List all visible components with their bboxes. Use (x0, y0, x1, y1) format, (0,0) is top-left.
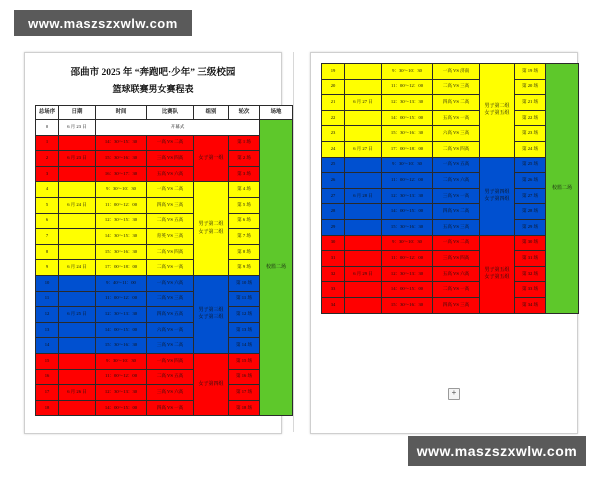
watermark-bottom: www.maszszxwlw.com (408, 436, 586, 466)
cell-时间: 12：30～13：30 (96, 307, 147, 323)
cell-时间: 11：00～12：00 (382, 79, 433, 95)
cell-序号: 16 (36, 369, 59, 385)
cell-组别-merged: 女子第四组 (194, 353, 229, 415)
cell-比赛队: 三高 VS 二高 (147, 338, 194, 354)
cell-轮次: 第 16 场 (229, 369, 260, 385)
table-row[interactable] (36, 120, 293, 136)
cell-时间: 9：30～10：30 (382, 235, 433, 251)
cell-比赛队: 五高 VS 六高 (433, 266, 480, 282)
cell-轮次: 第 10 场 (229, 275, 260, 291)
cell-轮次: 第 5 场 (229, 197, 260, 213)
cell-时间: 11：00～12：00 (382, 251, 433, 267)
table-row[interactable] (322, 188, 579, 204)
cell-轮次: 第 34 场 (515, 297, 546, 313)
cell-时间: 14：30～15：30 (96, 135, 147, 151)
cell-比赛队: 一高 VS 二高 (433, 235, 480, 251)
cell-轮次: 第 33 场 (515, 282, 546, 298)
cell-序号: 10 (36, 275, 59, 291)
cell-日期 (345, 173, 382, 189)
cell-日期: 6 月 28 日 (345, 188, 382, 204)
cell-日期 (345, 235, 382, 251)
cell-轮次: 第 3 场 (229, 166, 260, 182)
cell-时间: 9：30～10：30 (96, 182, 147, 198)
table-row[interactable] (322, 141, 579, 157)
page-separator (293, 52, 294, 432)
cell-比赛队: 六高 VS 三高 (433, 126, 480, 142)
cell-轮次: 第 7 场 (229, 229, 260, 245)
cell-比赛队: 二高 VS 五高 (147, 213, 194, 229)
table-row[interactable] (322, 235, 579, 251)
cell-比赛队: 二高 VS 一高 (147, 260, 194, 276)
cell-轮次: 第 2 场 (229, 151, 260, 167)
cell-时间: 11：00～12：00 (96, 291, 147, 307)
table-row[interactable] (36, 135, 293, 151)
cell-时间: 12：30～13：30 (96, 385, 147, 401)
cell-序号: 24 (322, 141, 345, 157)
cell-序号: 23 (322, 126, 345, 142)
cell-序号: 26 (322, 173, 345, 189)
cell-轮次: 第 4 场 (229, 182, 260, 198)
cell-时间: 9：40～11：00 (96, 275, 147, 291)
document-page-1[interactable] (24, 52, 286, 434)
cell-组别-merged: 男子第四组 女子第四组 (480, 157, 515, 235)
cell-时间: 17：00～18：00 (382, 141, 433, 157)
cell-序号: 27 (322, 188, 345, 204)
table-header-row (36, 106, 293, 120)
table-row[interactable] (322, 266, 579, 282)
watermark-top: www.maszszxwlw.com (14, 10, 192, 36)
cell-时间: 15：30～16：30 (382, 297, 433, 313)
cell-比赛队: 一高 VS 五高 (433, 157, 480, 173)
cell-序号: 4 (36, 182, 59, 198)
cell-组别-merged: 男子第二组 女子第五组 (480, 64, 515, 158)
table-row[interactable] (36, 291, 293, 307)
cell-比赛队: 二高 VS 三高 (147, 291, 194, 307)
table-row[interactable] (322, 251, 579, 267)
cell-轮次: 第 26 场 (515, 173, 546, 189)
cell-轮次: 第 12 场 (229, 307, 260, 323)
column-header: 场地 (260, 106, 293, 120)
cell-比赛队: 一高 VS 四高 (147, 353, 194, 369)
cell-时间: 16：30～17：30 (96, 166, 147, 182)
cell-轮次: 第 14 场 (229, 338, 260, 354)
cell-轮次: 第 28 场 (515, 204, 546, 220)
cell-序号: 6 (36, 213, 59, 229)
table-row[interactable] (322, 157, 579, 173)
cell-轮次: 第 19 场 (515, 64, 546, 80)
cell-日期 (59, 213, 96, 229)
cell-时间: 15：30～16：30 (382, 126, 433, 142)
cell-比赛队: 一高 VS 六高 (147, 275, 194, 291)
cell-日期 (59, 353, 96, 369)
cell-比赛队: 四高 VS 二高 (433, 204, 480, 220)
cell-轮次: 第 8 场 (229, 244, 260, 260)
cell-比赛队: 二高 VS 一高 (433, 282, 480, 298)
cell-比赛队: 二高 VS 四高 (147, 244, 194, 260)
cell-时间: 15：30～16：30 (96, 338, 147, 354)
cell-时间: 15：30～16：30 (96, 151, 147, 167)
cell-日期 (59, 338, 96, 354)
cell-轮次: 第 9 场 (229, 260, 260, 276)
cell-场地-merged: 校篮二场 (546, 64, 579, 314)
cell-比赛队: 二高 VS 五高 (147, 369, 194, 385)
table-row[interactable] (36, 229, 293, 245)
cell-日期 (345, 297, 382, 313)
cell-比赛队: 二高 VS 三高 (433, 79, 480, 95)
table-row[interactable] (36, 197, 293, 213)
cell-比赛队: 四高 VS 二高 (433, 95, 480, 111)
cell-序号: 32 (322, 266, 345, 282)
cell-轮次: 第 23 场 (515, 126, 546, 142)
cell-日期 (59, 291, 96, 307)
cell-比赛队: 六高 VS 一高 (147, 322, 194, 338)
cell-开幕式: 开幕式 (96, 120, 260, 136)
cell-轮次: 第 27 场 (515, 188, 546, 204)
table-row[interactable] (322, 173, 579, 189)
cell-时间: 15：30～16：30 (382, 219, 433, 235)
table-row[interactable] (322, 79, 579, 95)
table-row[interactable] (36, 244, 293, 260)
cell-比赛队: 五高 VS 六高 (147, 166, 194, 182)
add-page-button[interactable]: + (448, 388, 460, 400)
cell-轮次: 第 11 场 (229, 291, 260, 307)
cell-轮次: 第 30 场 (515, 235, 546, 251)
cell-时间: 9：30～10：30 (382, 157, 433, 173)
cell-序号: 17 (36, 385, 59, 401)
table-row[interactable] (36, 338, 293, 354)
cell-比赛队: 一高 VS 二高 (147, 135, 194, 151)
cell-比赛队: 四高 VS 三高 (147, 197, 194, 213)
cell-序号: 30 (322, 235, 345, 251)
cell-轮次: 第 31 场 (515, 251, 546, 267)
cell-序号: 14 (36, 338, 59, 354)
cell-日期: 6 月 27 日 (345, 95, 382, 111)
cell-序号: 31 (322, 251, 345, 267)
cell-时间: 12：30～13：30 (382, 188, 433, 204)
cell-日期: 6 月 24 日 (59, 260, 96, 276)
cell-时间: 11：00～12：00 (96, 369, 147, 385)
table-row[interactable] (322, 64, 579, 80)
cell-序号: 1 (36, 135, 59, 151)
cell-比赛队: 育英 VS 三高 (147, 229, 194, 245)
schedule-table-page2[interactable] (321, 63, 579, 314)
cell-序号: 2 (36, 151, 59, 167)
cell-比赛队: 三高 VS 四高 (147, 151, 194, 167)
cell-组别-merged: 女子第一组 (194, 135, 229, 182)
cell-序号: 21 (322, 95, 345, 111)
table-row[interactable] (36, 151, 293, 167)
cell-日期 (345, 251, 382, 267)
cell-序号: 9 (36, 260, 59, 276)
cell-序号: 28 (322, 204, 345, 220)
table-row[interactable] (36, 369, 293, 385)
cell-轮次: 第 13 场 (229, 322, 260, 338)
cell-序号: 13 (36, 322, 59, 338)
column-header: 比赛队 (147, 106, 194, 120)
column-header: 轮次 (229, 106, 260, 120)
cell-组别-merged: 男子第五组 女子第五组 (480, 235, 515, 313)
cell-时间: 9：30～10：30 (96, 353, 147, 369)
table-row[interactable] (322, 126, 579, 142)
cell-组别-merged: 男子第三组 女子第三组 (194, 275, 229, 353)
cell-轮次: 第 29 场 (515, 219, 546, 235)
cell-日期 (345, 282, 382, 298)
cell-轮次: 第 1 场 (229, 135, 260, 151)
cell-时间: 15：30～16：30 (96, 244, 147, 260)
cell-序号: 8 (36, 244, 59, 260)
table-row[interactable] (36, 213, 293, 229)
cell-场地-merged: 校篮二场 (260, 120, 293, 416)
cell-序号: 29 (322, 219, 345, 235)
cell-比赛队: 四高 VS 五高 (147, 307, 194, 323)
cell-日期 (59, 322, 96, 338)
cell-轮次: 第 22 场 (515, 110, 546, 126)
column-header: 组别 (194, 106, 229, 120)
cell-日期 (59, 275, 96, 291)
table-row[interactable] (36, 182, 293, 198)
cell-序号: 0 (36, 120, 59, 136)
cell-时间: 14：00～15：00 (96, 400, 147, 416)
cell-序号: 19 (322, 64, 345, 80)
cell-比赛队: 二高 VS 六高 (433, 173, 480, 189)
document-page-2[interactable] (310, 52, 578, 434)
cell-比赛队: 五高 VS 一高 (433, 110, 480, 126)
cell-日期: 6 月 23 日 (59, 151, 96, 167)
page-title: 邵曲市 2025 年 “奔跑吧·少年” 三级校园 (70, 68, 236, 78)
cell-序号: 5 (36, 197, 59, 213)
cell-比赛队: 三高 VS 四高 (433, 251, 480, 267)
cell-时间: 11：00～12：00 (382, 173, 433, 189)
cell-序号: 15 (36, 353, 59, 369)
cell-比赛队: 二高 VS 四高 (433, 141, 480, 157)
cell-时间: 17：00～18：00 (96, 260, 147, 276)
cell-日期 (345, 64, 382, 80)
cell-序号: 12 (36, 307, 59, 323)
cell-组别-merged: 男子第二组 女子第二组 (194, 182, 229, 276)
cell-轮次: 第 25 场 (515, 157, 546, 173)
cell-比赛队: 三高 VS 一高 (433, 188, 480, 204)
table-row[interactable] (36, 260, 293, 276)
cell-比赛队: 四高 VS 三高 (433, 297, 480, 313)
cell-日期: 6 月 24 日 (59, 197, 96, 213)
table-row[interactable] (36, 353, 293, 369)
page-subtitle: 篮球联赛男女赛程表 (112, 84, 194, 94)
cell-比赛队: 四高 VS 一高 (147, 400, 194, 416)
cell-日期 (345, 157, 382, 173)
cell-比赛队: 五高 VS 三高 (433, 219, 480, 235)
table-row[interactable] (322, 204, 579, 220)
cell-序号: 34 (322, 297, 345, 313)
cell-轮次: 第 17 场 (229, 385, 260, 401)
column-header: 日期 (59, 106, 96, 120)
cell-时间: 14：30～15：30 (96, 229, 147, 245)
cell-时间: 11：00～12：00 (96, 197, 147, 213)
table-row[interactable] (36, 307, 293, 323)
cell-轮次: 第 6 场 (229, 213, 260, 229)
cell-时间: 12：30～13：30 (382, 95, 433, 111)
table-row[interactable] (36, 385, 293, 401)
cell-轮次: 第 15 场 (229, 353, 260, 369)
cell-比赛队: 三高 VS 六高 (147, 385, 194, 401)
cell-序号: 22 (322, 110, 345, 126)
cell-轮次: 第 20 场 (515, 79, 546, 95)
cell-日期 (59, 244, 96, 260)
cell-日期: 6 月 27 日 (345, 141, 382, 157)
cell-日期: 6 月 23 日 (59, 120, 96, 136)
cell-轮次: 第 21 场 (515, 95, 546, 111)
table-row[interactable] (36, 322, 293, 338)
cell-比赛队: 一高 VS 二高 (147, 182, 194, 198)
cell-日期 (59, 229, 96, 245)
cell-日期: 6 月 29 日 (345, 266, 382, 282)
cell-序号: 33 (322, 282, 345, 298)
cell-日期 (345, 126, 382, 142)
cell-序号: 25 (322, 157, 345, 173)
cell-时间: 14：00～15：00 (382, 110, 433, 126)
table-row[interactable] (322, 297, 579, 313)
cell-轮次: 第 18 场 (229, 400, 260, 416)
cell-时间: 9：30～10：30 (382, 64, 433, 80)
cell-序号: 3 (36, 166, 59, 182)
cell-时间: 14：00～15：00 (382, 282, 433, 298)
cell-序号: 20 (322, 79, 345, 95)
table-row[interactable] (36, 166, 293, 182)
cell-日期: 6 月 26 日 (59, 385, 96, 401)
table-row[interactable] (36, 275, 293, 291)
cell-时间: 12：30～15：30 (96, 213, 147, 229)
column-header: 总场序 (36, 106, 59, 120)
table-row[interactable] (36, 400, 293, 416)
cell-日期 (345, 110, 382, 126)
cell-轮次: 第 32 场 (515, 266, 546, 282)
cell-时间: 12：30～13：30 (382, 266, 433, 282)
table-row[interactable] (322, 110, 579, 126)
cell-时间: 14：00～15：00 (96, 322, 147, 338)
table-row[interactable] (322, 219, 579, 235)
cell-日期 (345, 219, 382, 235)
cell-日期 (345, 204, 382, 220)
schedule-table-page1[interactable] (35, 105, 293, 416)
cell-比赛队: 一高 VS 济南 (433, 64, 480, 80)
cell-序号: 18 (36, 400, 59, 416)
cell-日期 (59, 135, 96, 151)
cell-轮次: 第 24 场 (515, 141, 546, 157)
cell-日期: 6 月 25 日 (59, 307, 96, 323)
cell-序号: 7 (36, 229, 59, 245)
table-row[interactable] (322, 95, 579, 111)
cell-日期 (59, 369, 96, 385)
cell-日期 (59, 400, 96, 416)
cell-日期 (59, 166, 96, 182)
cell-序号: 11 (36, 291, 59, 307)
table-row[interactable] (322, 282, 579, 298)
cell-日期 (59, 182, 96, 198)
column-header: 时间 (96, 106, 147, 120)
cell-日期 (345, 79, 382, 95)
cell-时间: 14：00～15：00 (382, 204, 433, 220)
